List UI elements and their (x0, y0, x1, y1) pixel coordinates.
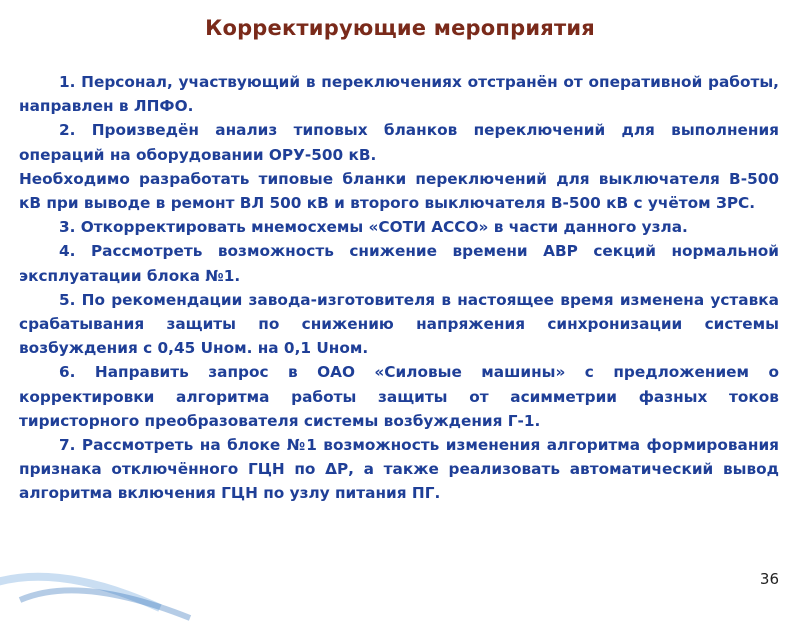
item-6-paragraph: 6. Направить запрос в ОАО «Силовые машины» с предложением о корректировки алгоритма работы защиты от асимметрии фазных токов тиристорного преобразователя системы возбуждения Г-1. (19, 363, 779, 430)
item-1-paragraph: 1. Персонал, участвующий в переключениях отстранён от оперативной работы, направлен в ЛПФО. (19, 73, 779, 116)
item-3-paragraph: 3. Откорректировать мнемосхемы «СОТИ АССО» в части данного узла. (59, 218, 688, 237)
item-2-paragraph: 2. Произведён анализ типовых бланков переключений для выполнения операций на оборудовании ОРУ-500 кВ. (19, 121, 779, 164)
item-4-paragraph: 4. Рассмотреть возможность снижение времени АВР секций нормальной эксплуатации блока №1. (19, 242, 779, 285)
slide-title: Корректирующие мероприятия (205, 16, 595, 40)
slide-body (19, 70, 779, 506)
item-7-paragraph: 7. Рассмотреть на блоке №1 возможность изменения алгоритма формирования признака отключённого ГЦН по ΔР, а также реализовать автоматический вывод алгоритма включения ГЦН по узлу питания ПГ. (19, 436, 779, 503)
item-2-continuation-paragraph: Необходимо разработать типовые бланки переключений для выключателя В-500 кВ при выводе в ремонт ВЛ 500 кВ и второго выключателя В-500 кВ с учётом ЗРС. (19, 169, 779, 213)
page-number: 36 (759, 570, 779, 588)
item-5-paragraph: 5. По рекомендации завода-изготовителя в настоящее время изменена уставка срабатывания защиты по снижению напряжения синхронизации системы возбуждения с 0,45 Uном. на 0,1 Uном. (19, 290, 779, 358)
